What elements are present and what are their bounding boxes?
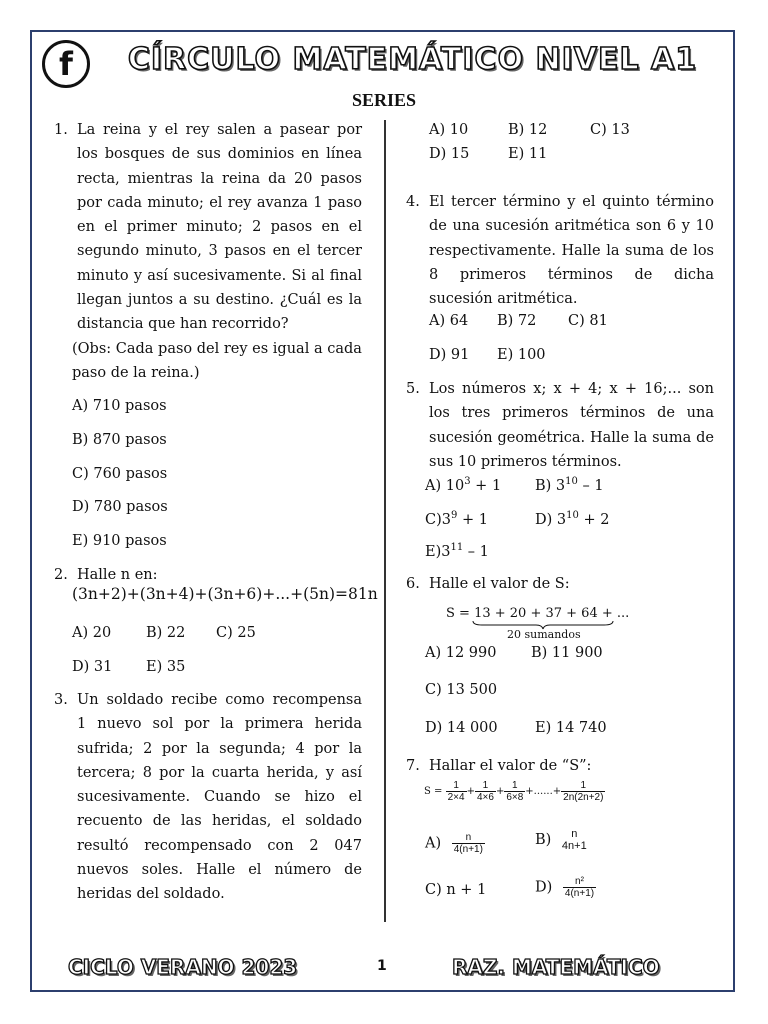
page-title: CÍRCULO MATEMÁTICO NIVEL A1: [127, 42, 698, 77]
q1-option-e: E) 910 pasos: [72, 533, 167, 549]
q1-option-b: B) 870 pasos: [72, 432, 167, 448]
q6-text: Halle el valor de S:: [429, 576, 570, 592]
q5-option-d: D) $3^{10} + 2$: [535, 510, 610, 528]
q3-option-c: C) 13: [590, 122, 630, 138]
q3-option-b: B) 12: [508, 122, 548, 138]
q5-option-a: A) $10^3 + 1$: [425, 476, 502, 494]
q2-option-d: D) 31: [72, 659, 113, 675]
q7-formula: S = $\frac{1}{2\times 4}$ + $\frac{1}{4\times 6}$ + $\frac{1}{6\times 8}$ +......+ $\frac{1}{2n(2n+2)}$: [424, 780, 604, 803]
q2-option-c: C) 25: [216, 625, 256, 641]
q1-option-d: D) 780 pasos: [72, 499, 168, 515]
q7-option-a: A) $\frac{n}{4(n+1)}$: [425, 832, 483, 855]
q6-formula-terms: 13 + 20 + 37 + 64 + ...: [474, 606, 630, 621]
q1-text: La reina y el rey salen a pasear por los bosques de sus dominios en línea recta, mientras la reina da 20 pasos por cada minuto; el rey avanza 1 paso en el primer minuto; 2 pasos en el segundo minuto, 3 pasos en el tercer minuto y así sucesivamente. Si al final llegan juntos a su destino. ¿Cuál es la distancia que han recorrido?: [77, 122, 362, 333]
page-subtitle: SERIES: [351, 90, 417, 110]
q6-formula: S = 13 + 20 + 37 + 64 + ...: [446, 606, 630, 621]
q3-option-d: D) 15: [429, 146, 470, 162]
q3-option-e: E) 11: [508, 146, 548, 162]
column-divider: [384, 120, 386, 922]
facebook-icon: f: [42, 40, 90, 88]
q2-formula: (3n+2)+(3n+4)+(3n+6)+...+(5n)=81n: [72, 585, 378, 603]
q5-number: 5.: [406, 381, 420, 397]
q4-number: 4.: [406, 194, 420, 210]
q4-option-c: C) 81: [568, 313, 608, 329]
q6-option-b: B) 11 900: [531, 645, 603, 661]
q2-number: 2.: [54, 567, 68, 583]
q4-option-e: E) 100: [497, 347, 546, 363]
q7-option-b: B) n 4n+1: [535, 828, 587, 852]
q6-option-c: C) 13 500: [425, 682, 498, 698]
q6-number: 6.: [406, 576, 420, 592]
q2-text: Halle n en:: [77, 567, 158, 583]
q6-option-a: A) 12 990: [425, 645, 497, 661]
q4-option-a: A) 64: [429, 313, 469, 329]
q2-option-b: B) 22: [146, 625, 186, 641]
footer-left-label: CICLO VERANO 2023: [68, 955, 298, 979]
q6-brace-label: 20 sumandos: [507, 628, 581, 641]
q1-note: (Obs: Cada paso del rey es igual a cada paso de la reina.): [72, 341, 362, 382]
q5-option-c: $C)3^9 + 1$: [425, 510, 488, 528]
q4-text: El tercer término y el quinto término de una sucesión aritmética son 6 y 10 respectivamente. Halle la suma de los 8 primeros términos de dicha sucesión aritmética.: [429, 194, 714, 308]
q1-number: 1.: [54, 122, 68, 138]
q7-text: Hallar el valor de “S”:: [429, 758, 592, 774]
q5-option-e: $E)3^{11} - 1$: [425, 542, 489, 560]
q2-option-a: A) 20: [72, 625, 112, 641]
q6-option-e: E) 14 740: [535, 720, 607, 736]
q1-option-a: A) 710 pasos: [72, 398, 167, 414]
q2-option-e: E) 35: [146, 659, 186, 675]
q5-text: Los números x; x + 4; x + 16;... son los tres primeros términos de una sucesión geométrica. Halle la suma de sus 10 primeros términos.: [429, 381, 714, 470]
page-number: 1: [377, 958, 387, 974]
q7-option-c: C) n + 1: [425, 882, 487, 898]
q7-option-d: D) $\frac{\text{n²}}{4(n+1)}$: [535, 876, 595, 899]
q1-option-c: C) 760 pasos: [72, 466, 168, 482]
q3-text: Un soldado recibe como recompensa 1 nuevo sol por la primera herida sufrida; 2 por la segunda; 4 por la tercera; 8 por la cuarta herida, y así sucesivamente. Cuando se hizo el recuento de las heridas, el soldado resultó recompensado con 2 047 nuevos soles. Halle el número de heridas del soldado.: [77, 692, 362, 903]
q3-option-a: A) 10: [429, 122, 469, 138]
q6-option-d: D) 14 000: [425, 720, 498, 736]
q3-number: 3.: [54, 692, 68, 708]
q4-option-b: B) 72: [497, 313, 537, 329]
footer-right-label: RAZ. MATEMÁTICO: [452, 955, 660, 979]
q4-option-d: D) 91: [429, 347, 470, 363]
q7-number: 7.: [406, 758, 420, 774]
q5-option-b: B) $3^{10} - 1$: [535, 476, 604, 494]
